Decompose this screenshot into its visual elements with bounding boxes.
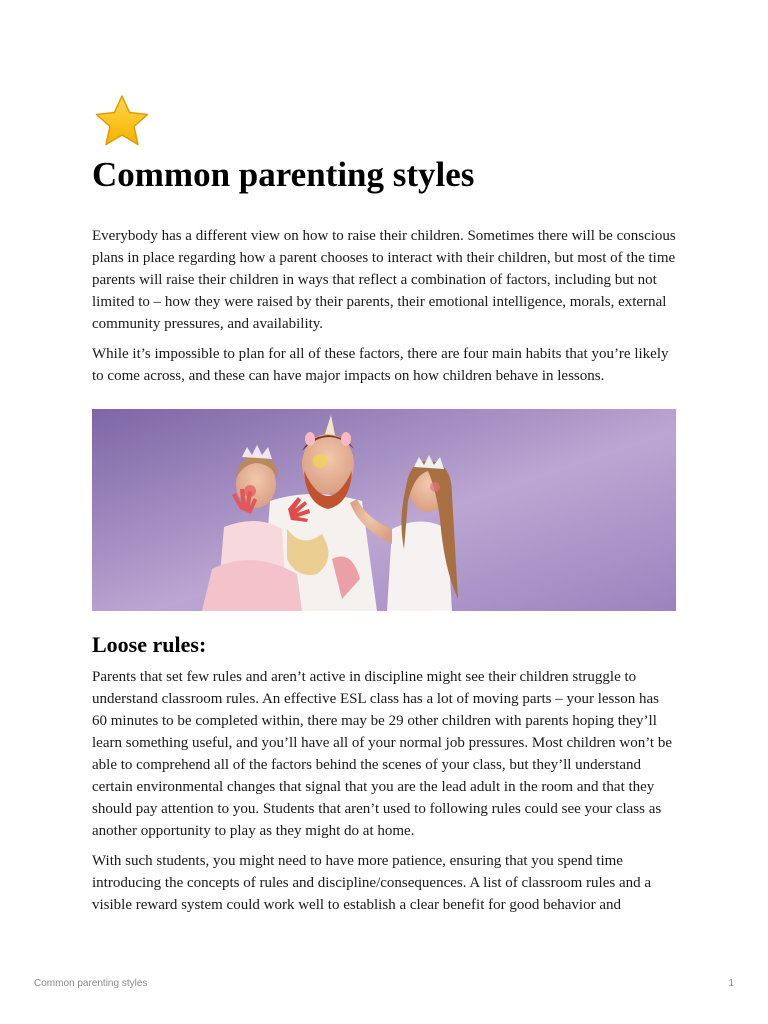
photo-of-parent-and-children <box>92 409 676 611</box>
section-paragraph-1: Parents that set few rules and aren’t active in discipline might see their children struggle to understand classroom rules. An effective ESL class has a lot of moving parts – your lesson has 60 minutes to be completed within, there may be 29 other children with parents hoping they’ll learn something useful, and you’ll have all of your normal job pressures. Most children won’t be able to comprehend all of the factors behind the scenes of your class, but they’ll understand certain environmental changes that signal that you are the lead adult in the room and that they should pay attention to you. Students that aren’t used to following rules could see your class as another opportunity to play as they might do at home. <box>92 669 673 839</box>
footer-title: Common parenting styles <box>34 978 148 989</box>
intro-paragraph-2: While it’s impossible to plan for all of these factors, there are four main habits that you’re likely to come across, and these can have major impacts on how children behave in lessons. <box>92 346 669 384</box>
page-number: 1 <box>728 978 734 989</box>
intro-paragraph-1: Everybody has a different view on how to raise their children. Sometimes there will be conscious plans in place regarding how a parent chooses to interact with their children, but most of the time parents will raise their children in ways that reflect a combination of factors, including but not limited to – how they were raised by their parents, their emotional intelligence, morals, external community pressures, and availability. <box>92 228 676 332</box>
document-body <box>92 94 676 916</box>
document-title: Common parenting styles <box>92 155 475 194</box>
section-heading: Loose rules: <box>92 632 207 657</box>
star-icon <box>93 94 151 148</box>
section-paragraph-2: With such students, you might need to have more patience, ensuring that you spend time introducing the concepts of rules and discipline/consequences. A list of classroom rules and a visible reward system could work well to establish a clear benefit for good behavior and <box>92 853 652 913</box>
page-footer <box>34 978 734 992</box>
